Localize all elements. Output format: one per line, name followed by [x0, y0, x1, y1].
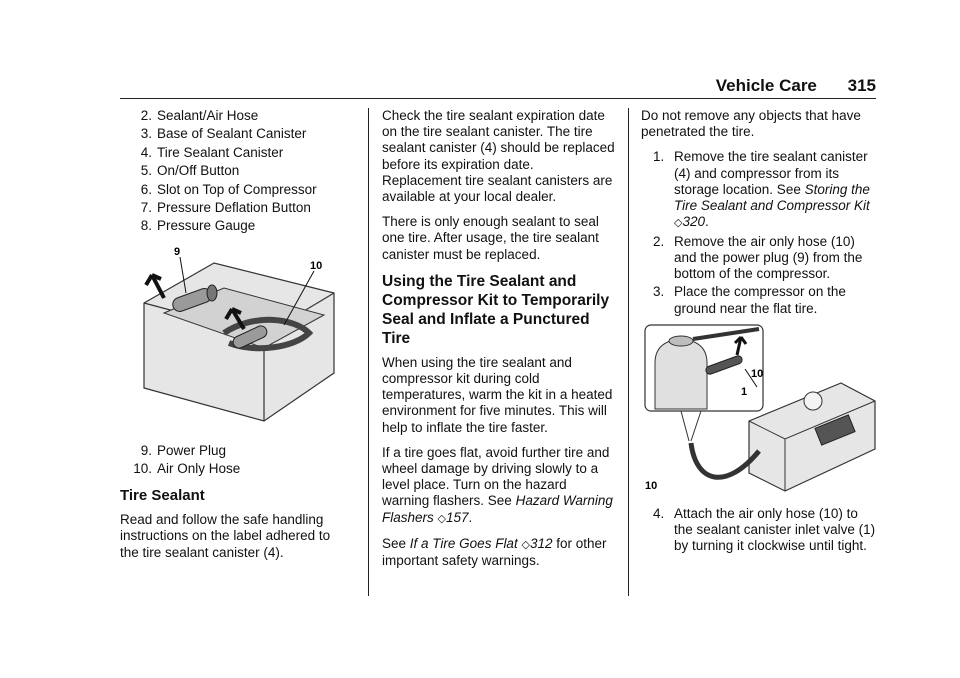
callout-10: 10 — [645, 479, 658, 492]
heading-tire-sealant: Tire Sealant — [120, 487, 205, 505]
page-ref-arrow-icon: ◇ — [521, 538, 530, 551]
column-divider-2 — [628, 108, 629, 596]
section-title: Vehicle Care — [715, 76, 817, 95]
page-ref-arrow-icon: ◇ — [674, 217, 683, 230]
list-item: 4. Attach the air only hose (10) to the sealant canister inlet valve (1) by turning it clockwise until tight. — [653, 505, 876, 554]
callout-10: 10 — [310, 259, 323, 272]
paragraph: Read and follow the safe handling instructions on the label adhered to the tire sealant canister (4). — [120, 512, 331, 560]
list-item: 3. Place the compressor on the ground near the flat tire. — [653, 284, 846, 316]
paragraph: See If a Tire Goes Flat ◇312 for other important safety warnings. — [382, 535, 607, 569]
list-item: 2. Sealant/Air Hose — [140, 108, 259, 123]
hose-attach-figure — [641, 323, 877, 498]
list-item: 8. Pressure Gauge — [140, 218, 256, 234]
list-item: 3. Base of Sealant Canister — [140, 126, 307, 142]
xref-link[interactable]: Hazard Warning Flashers — [382, 493, 613, 525]
page-header — [120, 76, 876, 96]
list-item: 2. Remove the air only hose (10) and the power plug (9) from the bottom of the compressor. — [653, 233, 863, 282]
xref-page[interactable]: 320 — [682, 214, 705, 230]
page-number: 315 — [847, 76, 876, 95]
column-2 — [382, 108, 616, 578]
callout-9: 9 — [174, 245, 181, 258]
heading-using-kit: Using the Tire Sealant and Compressor Kit to Temporarily Seal and Inflate a Punctured Tire — [382, 272, 610, 347]
list-item: 4. Tire Sealant Canister — [140, 144, 284, 160]
paragraph: Do not remove any objects that have penetrated the tire. — [641, 108, 861, 140]
callout-10: 10 — [751, 367, 764, 380]
xref-link[interactable]: Storing the Tire Sealant and Compressor Kit — [674, 181, 870, 214]
list-item: 1. Remove the tire sealant canister (4) and compressor from its storage location. See Storing the Tire Sealant and Compressor Kit ◇320. — [653, 149, 870, 230]
callout-1: 1 — [741, 385, 748, 398]
steps-list-continued — [641, 506, 877, 555]
list-item: 9. Power Plug — [140, 442, 227, 458]
header-divider — [120, 98, 876, 99]
column-1 — [120, 108, 352, 570]
column-3 — [641, 108, 877, 557]
list-item: 10. Air Only Hose — [133, 460, 241, 476]
xref-link[interactable]: If a Tire Goes Flat — [409, 535, 518, 551]
list-item: 6. Slot on Top of Compressor — [140, 181, 317, 197]
paragraph: If a tire goes flat, avoid further tire and wheel damage by driving slowly to a level place. Turn on the hazard warning flashers. See Hazard Warning Flashers ◇157. — [382, 444, 613, 525]
list-item: 7. Pressure Deflation Button — [140, 199, 311, 215]
xref-page[interactable]: 157 — [446, 509, 469, 525]
steps-list — [641, 149, 877, 316]
xref-page[interactable]: 312 — [529, 535, 553, 551]
page-ref-arrow-icon: ◇ — [437, 512, 446, 525]
paragraph: Check the tire sealant expiration date on the tire sealant canister. The tire sealant canister (4) should be replaced before its expiration date. Replacement tire sealant canisters are available at your local dealer. — [382, 108, 615, 205]
parts-list-top — [120, 108, 352, 235]
parts-list-bottom — [120, 443, 352, 478]
paragraph: When using the tire sealant and compressor kit during cold temperatures, warm the kit in a heated environment for five minutes. This will help to inflate the tire faster. — [382, 354, 613, 435]
column-divider-1 — [368, 108, 369, 596]
list-item: 5. On/Off Button — [140, 163, 240, 179]
compressor-kit-figure — [134, 243, 366, 433]
paragraph: There is only enough sealant to seal one tire. After usage, the tire sealant canister must be replaced. — [382, 214, 599, 262]
